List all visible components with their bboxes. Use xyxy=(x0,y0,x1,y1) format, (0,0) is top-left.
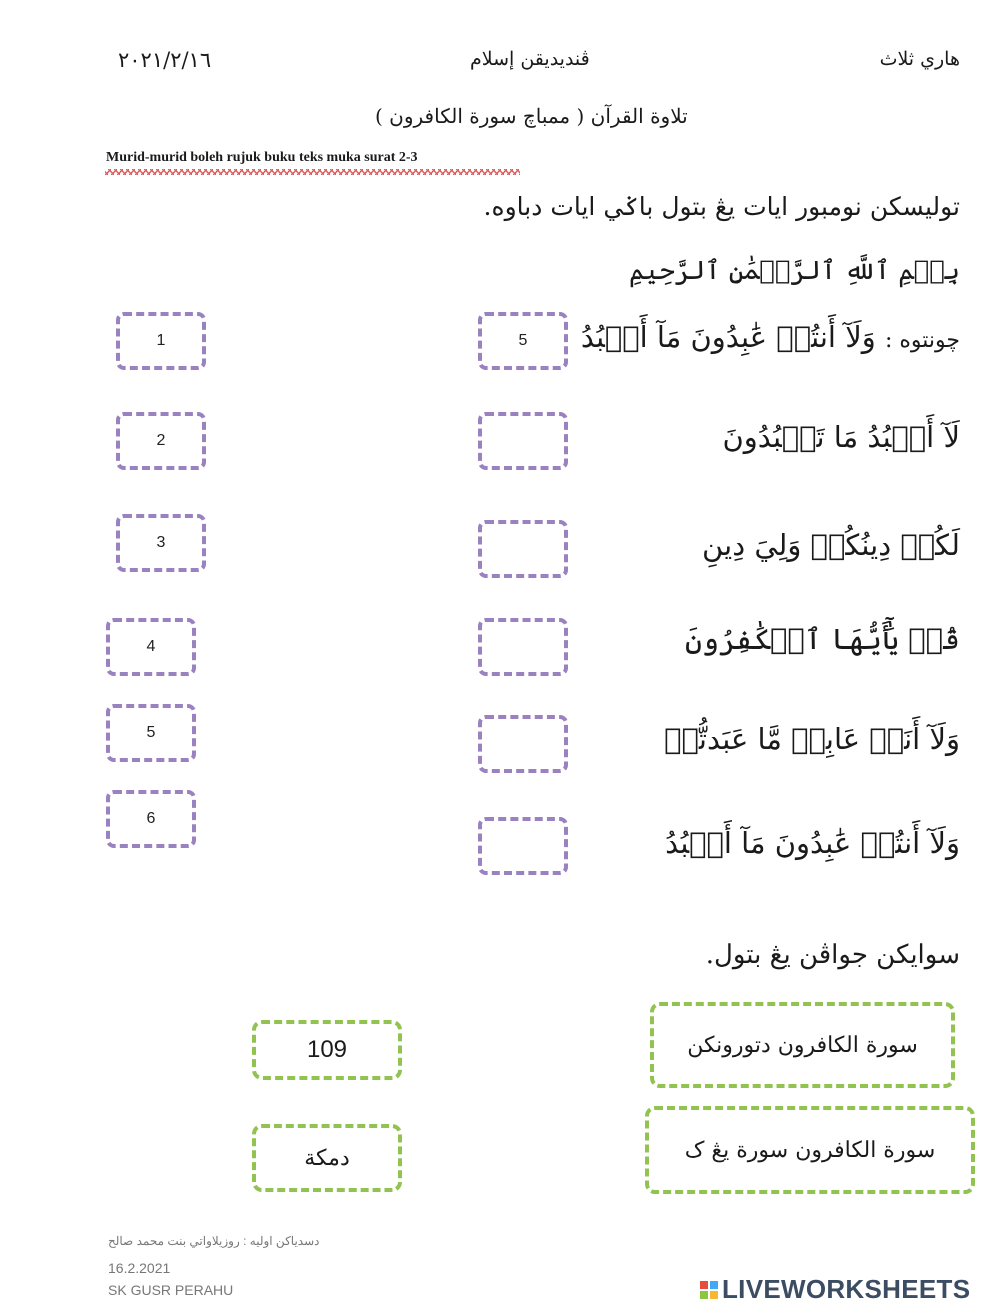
statement-box-1[interactable] xyxy=(650,1002,955,1088)
reference-note: Murid-murid boleh rujuk buku teks muka surat 2-3 xyxy=(106,150,418,165)
author-credit: دسدياكن اوليه : روزيلاواتي بنت محمد صالح xyxy=(108,1234,320,1248)
answer-box-5[interactable] xyxy=(478,817,568,875)
option-tile-1[interactable]: 1 xyxy=(116,312,206,370)
instruction-1: توليسكن نومبور ايات يڠ بتول باݢي ايات دباوه. xyxy=(483,192,960,221)
footer-school: SK GUSR PERAHU xyxy=(108,1282,234,1298)
option-tile-5[interactable]: 5 xyxy=(106,704,196,762)
answer-box-2[interactable] xyxy=(478,520,568,578)
verse-2: لَكُمۡ دِينُكُمۡ وَلِيَ دِينِ xyxy=(702,528,960,562)
brand-text: LIVEWORKSHEETS xyxy=(722,1274,971,1304)
page-title: تلاوة القرآن ( ممباچ سورة الكافرون ) xyxy=(375,104,688,128)
spellcheck-underline xyxy=(105,169,520,175)
answer-box-4[interactable] xyxy=(478,715,568,773)
basmalah: بِسۡمِ ٱللَّهِ ٱلرَّحۡمَٰنِ ٱلرَّحِيمِ xyxy=(629,256,960,286)
example-verse: وَلَآ أَنتُمۡ عَٰبِدُونَ مَآ أَعۡبُدُ xyxy=(580,320,876,354)
answer-box-1[interactable] xyxy=(478,412,568,470)
instruction-2: سوايكن جواڤن يڠ بتول. xyxy=(705,940,960,970)
example-answer: 5 xyxy=(518,332,528,349)
statement-2: سورة الكافرون سورة يڠ ک xyxy=(684,1137,936,1163)
footer-date: 16.2.2021 xyxy=(108,1260,171,1276)
statement-1: سورة الكافرون دتورونكن xyxy=(687,1032,918,1058)
verse-4: وَلَآ أَنَا۠ عَابِدٞ مَّا عَبَدتُّمۡ xyxy=(664,722,960,756)
example-answer-box xyxy=(478,312,568,370)
statement-box-2[interactable] xyxy=(645,1106,975,1194)
brand-icon xyxy=(700,1281,718,1299)
example-label: چونتوه : xyxy=(884,328,960,353)
option-tile-4[interactable]: 4 xyxy=(106,618,196,676)
header-day: هاري ثلاث xyxy=(879,48,960,70)
answer-tile-109[interactable] xyxy=(252,1020,402,1080)
option-tile-3[interactable]: 3 xyxy=(116,514,206,572)
brand-logo[interactable] xyxy=(700,1274,970,1305)
option-tile-6[interactable]: 6 xyxy=(106,790,196,848)
verse-3: قُلۡ يَٰٓأَيُّهَا ٱلۡكَٰفِرُونَ xyxy=(685,622,960,656)
answer-tile-makkah[interactable] xyxy=(252,1124,402,1192)
header-date: ٢٠٢١/٢/١٦ xyxy=(118,48,212,72)
example-row xyxy=(581,320,960,354)
answer-109: 109 xyxy=(306,1036,348,1063)
option-tile-2[interactable]: 2 xyxy=(116,412,206,470)
header-subject: ڤنديديقن إسلام xyxy=(470,48,590,70)
verse-1: لَآ أَعۡبُدُ مَا تَعۡبُدُونَ xyxy=(722,420,960,454)
verse-5: وَلَآ أَنتُمۡ عَٰبِدُونَ مَآ أَعۡبُدُ xyxy=(665,826,960,860)
answer-box-3[interactable] xyxy=(478,618,568,676)
answer-makkah: دمکة xyxy=(304,1145,350,1171)
